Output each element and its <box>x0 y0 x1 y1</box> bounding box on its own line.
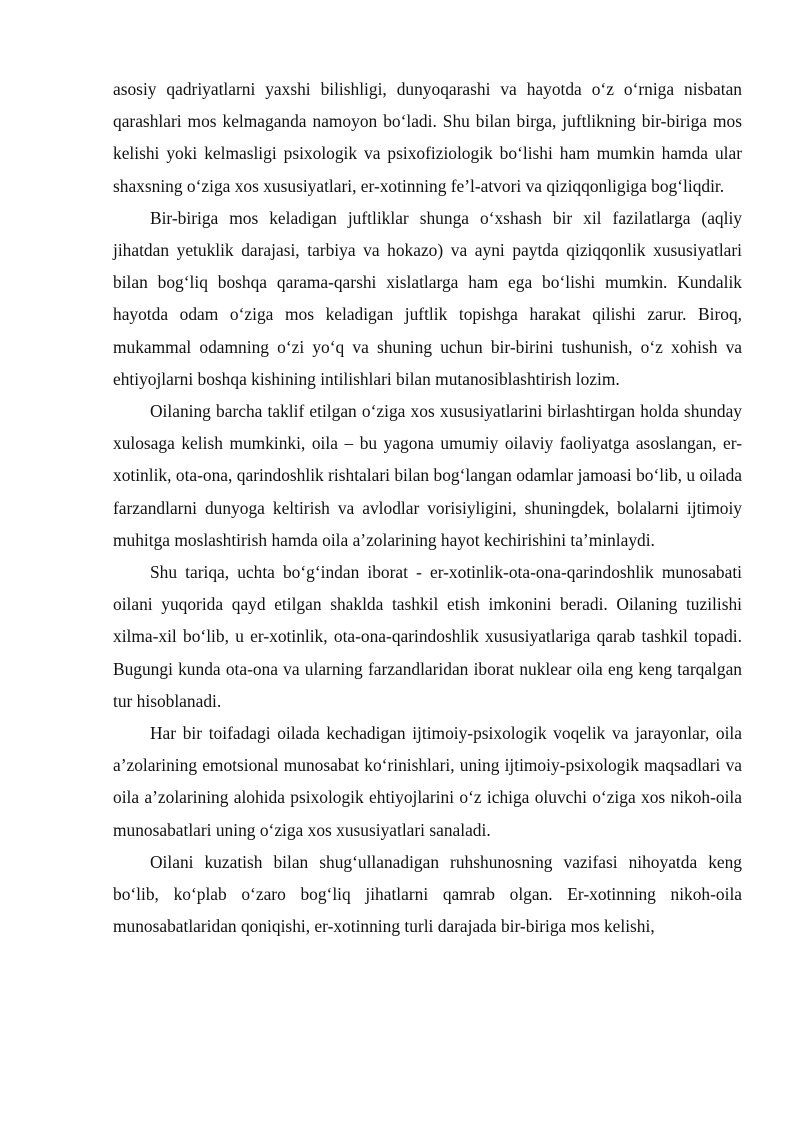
paragraph-compatible-couples: Bir-biriga mos keladigan juftliklar shunga o‘xshash bir xil fazilatlarga (aqliy jihatdan yetuklik darajasi, tarbiya va hokazo) va ayni paytda qiziqqonlik xususiyatlari bilan bog‘liq boshqa qarama-qarshi xislatlarga ham ega bo‘lishi mumkin. Kundalik hayotda odam o‘ziga mos keladigan juftlik topishga harakat qilishi zarur. Biroq, mukammal odamning o‘zi yo‘q va shuning uchun bir-birini tushunish, o‘z xohish va ehtiyojlarni boshqa kishining intilishlari bilan mutanosiblashtirish lozim. <box>113 207 742 389</box>
paragraph-family-structure: Shu tariqa, uchta bo‘g‘indan iborat - er-xotinlik-ota-ona-qarindoshlik munosabati oilani yuqorida qayd etilgan shaklda tashkil etish imkonini beradi. Oilaning tuzilishi xilma-xil bo‘lib, u er-xotinlik, ota-ona-qarindoshlik xususiyatlariga qarab tashkil topadi. Bugungi kunda ota-ona va ularning farzandlaridan iborat nuklear oila eng keng tarqalgan tur hisoblanadi. <box>113 562 742 711</box>
paragraph-family-relations: Har bir toifadagi oilada kechadigan ijtimoiy-psixologik voqelik va jarayonlar, oila a’zolarining emotsional munosabat ko‘rinishlari, uning ijtimoiy-psixologik maqsadlari va oila a’zolarining alohida psixologik ehtiyojlarini o‘z ichiga oluvchi o‘ziga xos nikoh-oila munosabatlari uning o‘ziga xos xususiyatlari sanaladi. <box>113 723 742 840</box>
paragraph-family-definition: Oilaning barcha taklif etilgan o‘ziga xos xususiyatlarini birlashtirgan holda shunday xulosaga kelish mumkinki, oila – bu yagona umumiy oilaviy faoliyatga asoslangan, er-xotinlik, ota-ona, qarindoshlik rishtalari bilan bog‘langan odamlar jamoasi bo‘lib, u oilada farzandlarni dunyoga keltirish va avlodlar vorisiyligini, shuningdek, bolalarni ijtimoiy muhitga moslashtirish hamda oila a’zolarining hayot kechirishini ta’minlaydi. <box>113 401 742 550</box>
paragraph-psychologist-task: Oilani kuzatish bilan shug‘ullanadigan ruhshunosning vazifasi nihoyatda keng bo‘lib, ko‘plab o‘zaro bog‘liq jihatlarni qamrab olgan. Er-xotinning nikoh-oila munosabatlaridan qoniqishi, er-xotinning turli darajada bir-biriga mos kelishi, <box>113 851 742 937</box>
document-page <box>113 73 742 942</box>
paragraph-continuation: asosiy qadriyatlarni yaxshi bilishligi, dunyoqarashi va hayotda o‘z o‘rniga nisbatan qarashlari mos kelmaganda namoyon bo‘ladi. Shu bilan birga, juftlikning bir-biriga mos kelishi yoki kelmasligi psixologik va psixofiziologik bo‘lishi ham mumkin hamda ular shaxsning o‘ziga xos xususiyatlari, er-xotinning fe’l-atvori va qiziqqonligiga bog‘liqdir. <box>113 79 742 196</box>
